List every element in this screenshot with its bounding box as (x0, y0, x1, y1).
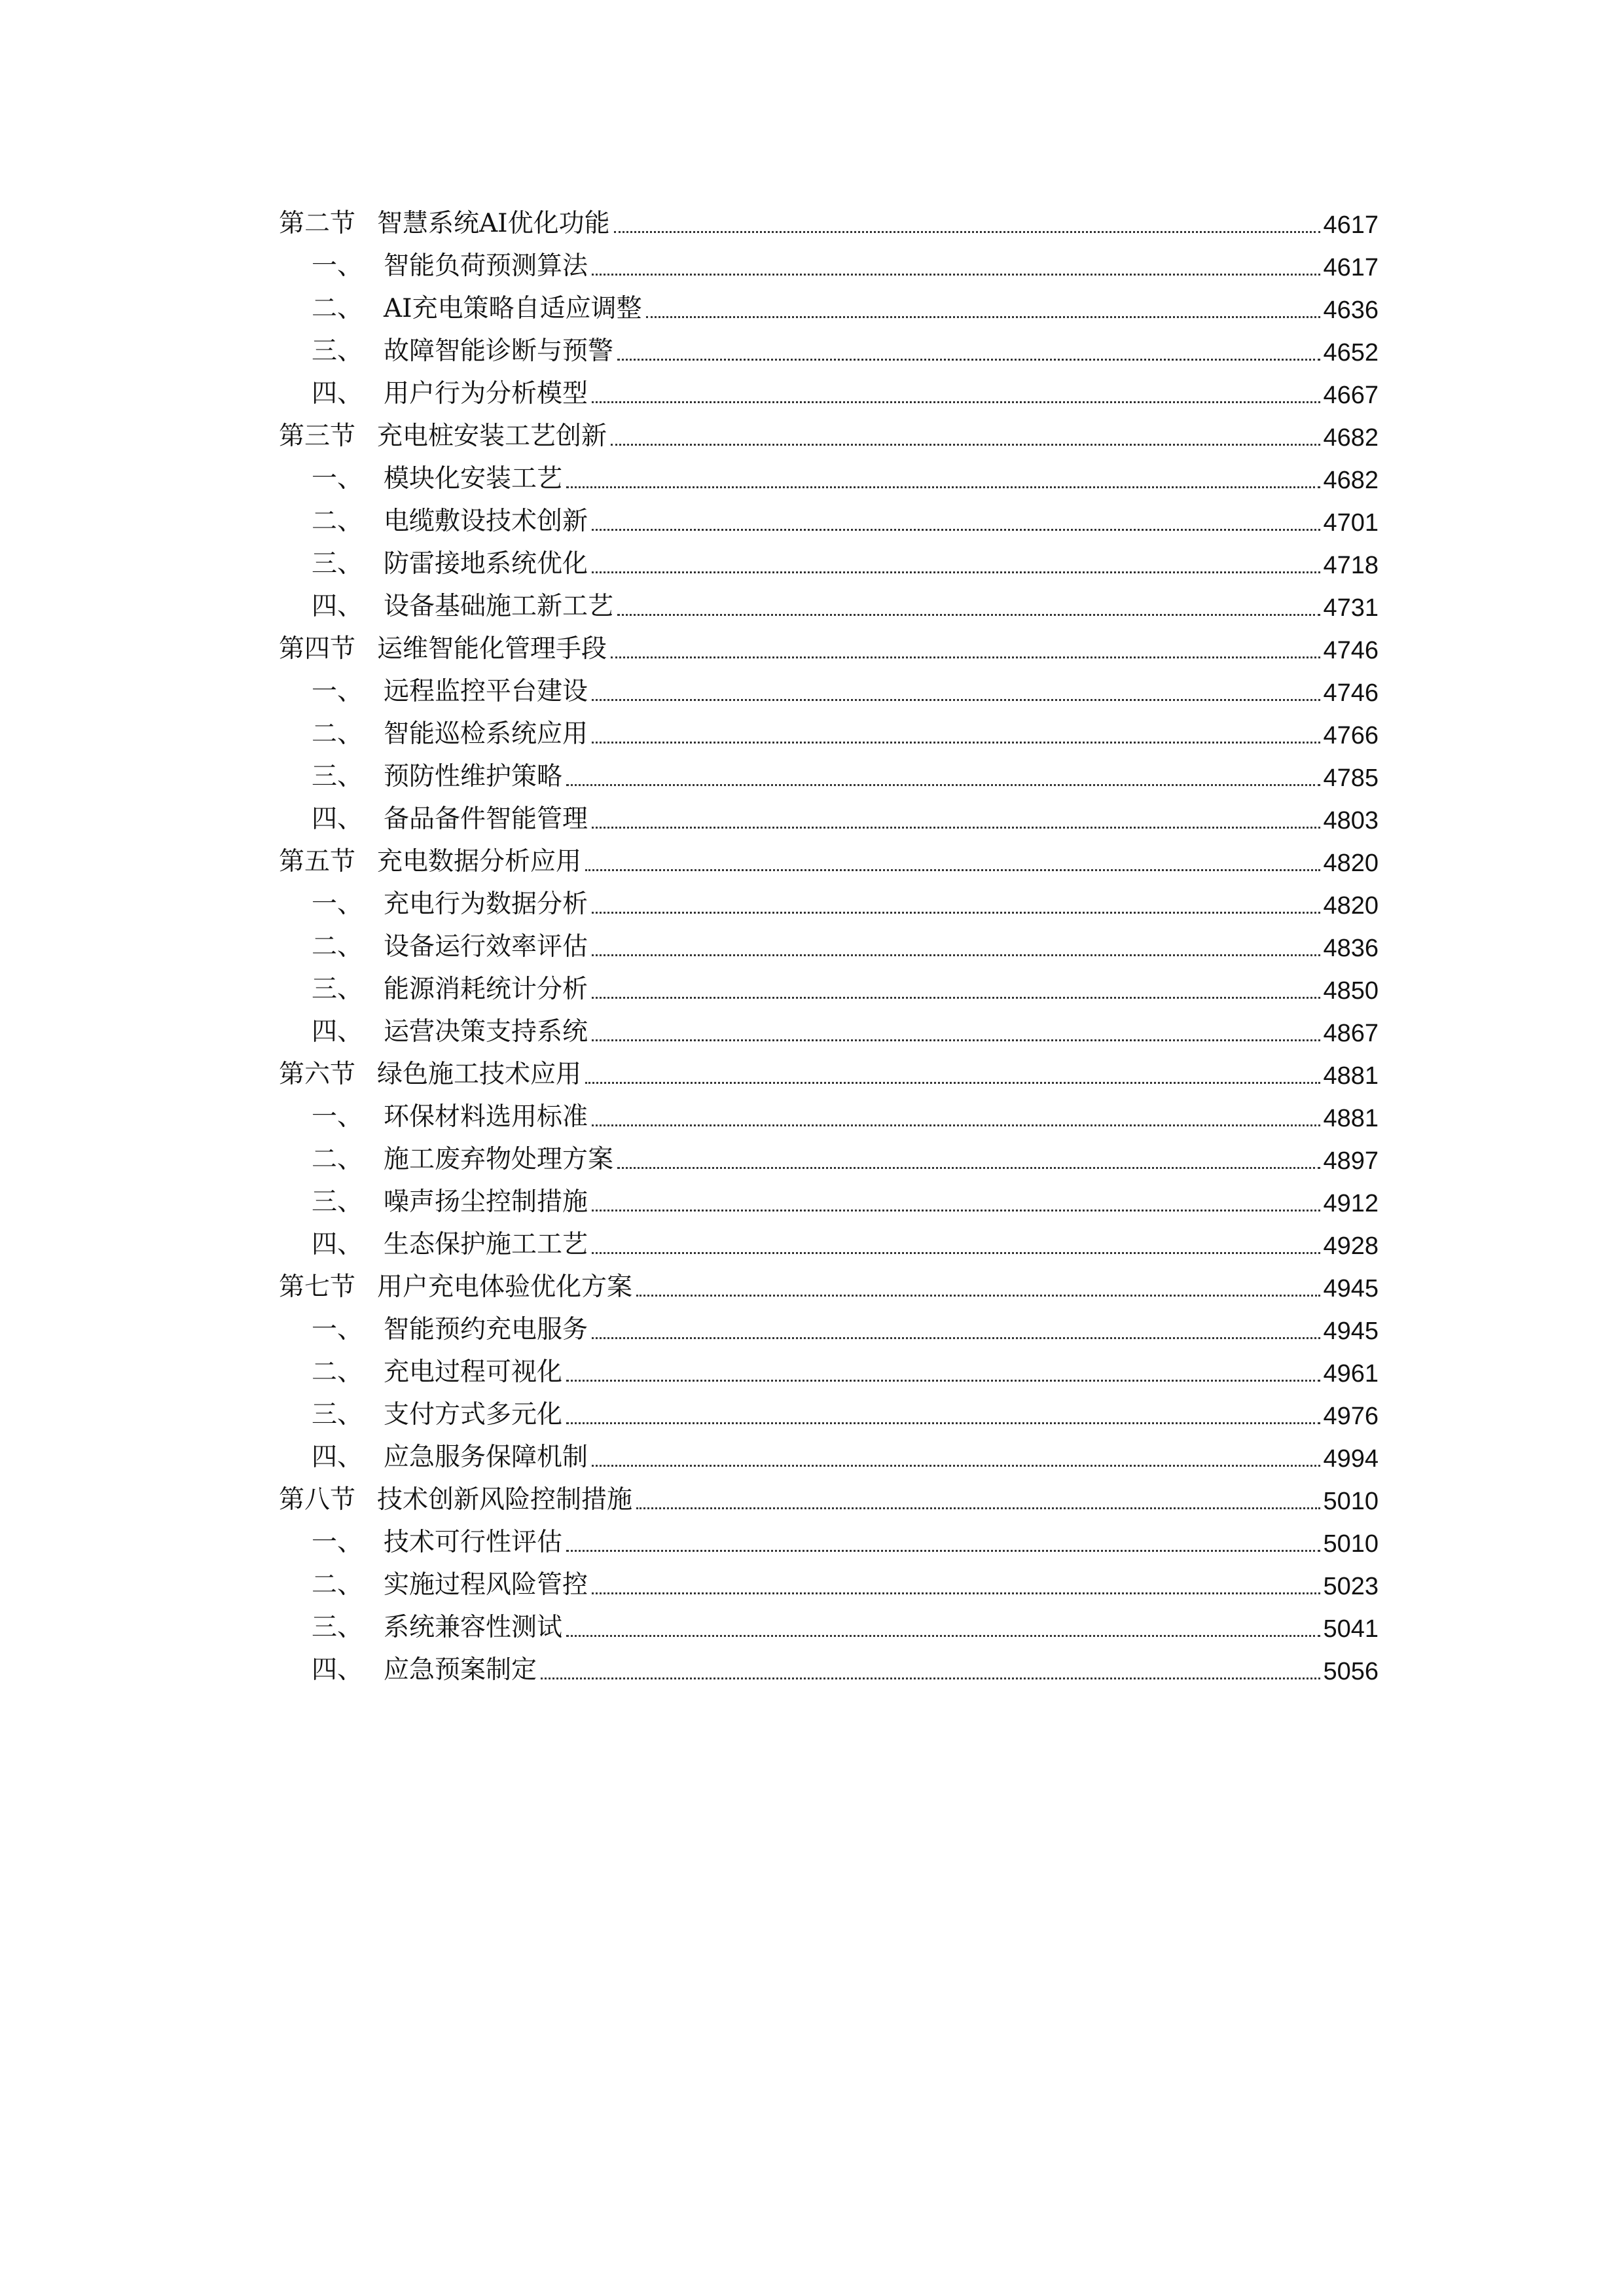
dot-leader (646, 316, 1321, 318)
dot-leader (592, 827, 1320, 829)
toc-entry-title: 智能预约充电服务 (384, 1315, 588, 1344)
toc-subsection-entry[interactable] (279, 282, 1379, 325)
toc-entry-number: 一、 (312, 677, 363, 706)
toc-section-entry[interactable] (279, 1261, 1379, 1303)
toc-entry-title: 充电数据分析应用 (377, 847, 582, 876)
toc-page-number: 4682 (1323, 467, 1379, 494)
dot-leader (592, 699, 1320, 701)
toc-entry-number: 四、 (312, 804, 363, 834)
toc-entry-number: 二、 (312, 1145, 363, 1174)
toc-page-number: 4746 (1323, 637, 1379, 664)
toc-page-number: 4820 (1323, 892, 1379, 920)
toc-entry-number: 一、 (312, 1102, 363, 1132)
toc-page-number: 4785 (1323, 764, 1379, 792)
toc-page-number: 5010 (1323, 1530, 1379, 1558)
toc-entry-number: 一、 (312, 889, 363, 919)
toc-entry-title: 应急服务保障机制 (384, 1443, 588, 1472)
toc-entry-number: 二、 (312, 294, 363, 323)
dot-leader (592, 1337, 1320, 1339)
toc-entry-number: 四、 (312, 1655, 363, 1685)
toc-page-number: 5010 (1323, 1488, 1379, 1515)
toc-section-entry[interactable] (279, 197, 1379, 240)
toc-page-number: 4928 (1323, 1232, 1379, 1260)
toc-entry-title: 充电桩安装工艺创新 (377, 422, 607, 451)
toc-subsection-entry[interactable] (279, 1090, 1379, 1133)
toc-section-entry[interactable] (279, 622, 1379, 665)
toc-page-number: 5056 (1323, 1658, 1379, 1685)
dot-leader (592, 1592, 1320, 1594)
toc-entry-title: 充电过程可视化 (384, 1357, 563, 1387)
toc-page-number: 4746 (1323, 679, 1379, 707)
toc-entry-number: 二、 (312, 1570, 363, 1600)
dot-leader (566, 1635, 1320, 1637)
toc-entry-title: 能源消耗统计分析 (384, 975, 588, 1004)
toc-entry-title: 支付方式多元化 (384, 1400, 563, 1429)
toc-entry-number: 三、 (312, 975, 363, 1004)
toc-entry-title: 环保材料选用标准 (384, 1102, 588, 1132)
toc-entry-title: 设备基础施工新工艺 (384, 592, 614, 621)
dot-leader (585, 1082, 1320, 1084)
toc-entry-title: 施工废弃物处理方案 (384, 1145, 614, 1174)
dot-leader (592, 1210, 1320, 1211)
toc-entry-title: 运营决策支持系统 (384, 1017, 588, 1047)
toc-subsection-entry[interactable] (279, 325, 1379, 367)
toc-entry-number: 一、 (312, 1315, 363, 1344)
toc-page-number: 4718 (1323, 552, 1379, 579)
toc-page-number: 4682 (1323, 424, 1379, 452)
toc-entry-number: 第六节 (279, 1060, 356, 1089)
dot-leader (592, 529, 1320, 531)
toc-entry-title: 智能负荷预测算法 (384, 251, 588, 281)
toc-section-entry[interactable] (279, 1048, 1379, 1090)
toc-section-entry[interactable] (279, 835, 1379, 878)
toc-page-number: 4617 (1323, 211, 1379, 239)
toc-entry-number: 四、 (312, 379, 363, 408)
toc-subsection-entry[interactable] (279, 537, 1379, 580)
toc-page-number: 4636 (1323, 296, 1379, 324)
dot-leader (592, 1465, 1320, 1467)
dot-leader (592, 1252, 1320, 1254)
toc-entry-number: 第五节 (279, 847, 356, 876)
toc-subsection-entry[interactable] (279, 920, 1379, 963)
toc-entry-title: 系统兼容性测试 (384, 1613, 563, 1642)
dot-leader (592, 1124, 1320, 1126)
toc-subsection-entry[interactable] (279, 878, 1379, 920)
toc-page-number: 4701 (1323, 509, 1379, 537)
toc-entry-number: 第三节 (279, 422, 356, 451)
toc-entry-title: 运维智能化管理手段 (377, 634, 607, 664)
toc-page-number: 5041 (1323, 1615, 1379, 1643)
toc-entry-title: 噪声扬尘控制措施 (384, 1187, 588, 1217)
dot-leader (585, 869, 1320, 871)
toc-entry-title: 模块化安装工艺 (384, 464, 563, 493)
toc-entry-number: 第二节 (279, 209, 356, 238)
toc-subsection-entry[interactable] (279, 495, 1379, 537)
dot-leader (566, 486, 1320, 488)
toc-section-entry[interactable] (279, 1473, 1379, 1516)
toc-entry-number: 第八节 (279, 1485, 356, 1515)
toc-entry-title: 设备运行效率评估 (384, 932, 588, 961)
toc-subsection-entry[interactable] (279, 1558, 1379, 1601)
dot-leader (566, 1422, 1320, 1424)
dot-leader (614, 231, 1321, 233)
toc-entry-title: 用户行为分析模型 (384, 379, 588, 408)
toc-subsection-entry[interactable] (279, 1005, 1379, 1048)
dot-leader (617, 614, 1320, 616)
toc-subsection-entry[interactable] (279, 452, 1379, 495)
toc-entry-number: 三、 (312, 1400, 363, 1429)
toc-entry-number: 二、 (312, 1357, 363, 1387)
toc-page-number: 4881 (1323, 1105, 1379, 1132)
toc-page-number: 4803 (1323, 807, 1379, 834)
toc-page-number: 4617 (1323, 254, 1379, 281)
toc-entry-title: 充电行为数据分析 (384, 889, 588, 919)
toc-subsection-entry[interactable] (279, 1175, 1379, 1218)
dot-leader (592, 997, 1320, 999)
toc-subsection-entry[interactable] (279, 1346, 1379, 1388)
toc-entry-number: 二、 (312, 507, 363, 536)
toc-entry-title: 用户充电体验优化方案 (377, 1272, 633, 1302)
toc-entry-number: 四、 (312, 1017, 363, 1047)
toc-entry-title: 远程监控平台建设 (384, 677, 588, 706)
toc-entry-title: 智能巡检系统应用 (384, 719, 588, 749)
toc-page-number: 4961 (1323, 1360, 1379, 1388)
toc-entry-title: 实施过程风险管控 (384, 1570, 588, 1600)
dot-leader (541, 1677, 1320, 1679)
toc-entry-number: 三、 (312, 336, 363, 366)
toc-subsection-entry[interactable] (279, 750, 1379, 793)
toc-entry-title: 故障智能诊断与预警 (384, 336, 614, 366)
toc-entry-title: 应急预案制定 (384, 1655, 537, 1685)
toc-subsection-entry[interactable] (279, 793, 1379, 835)
dot-leader (592, 274, 1320, 276)
toc-entry-number: 四、 (312, 1443, 363, 1472)
dot-leader (636, 1295, 1320, 1297)
toc-subsection-entry[interactable] (279, 1303, 1379, 1346)
toc-entry-number: 三、 (312, 1613, 363, 1642)
toc-page-number: 4836 (1323, 935, 1379, 962)
toc-entry-number: 第四节 (279, 634, 356, 664)
toc-entry-number: 三、 (312, 1187, 363, 1217)
toc-subsection-entry[interactable] (279, 1643, 1379, 1686)
toc-entry-number: 一、 (312, 1528, 363, 1557)
toc-entry-number: 四、 (312, 1230, 363, 1259)
toc-page-number: 4945 (1323, 1318, 1379, 1345)
toc-subsection-entry[interactable] (279, 665, 1379, 708)
toc-page-number: 4945 (1323, 1275, 1379, 1302)
toc-page-number: 4976 (1323, 1403, 1379, 1430)
toc-page-number: 4766 (1323, 722, 1379, 749)
dot-leader (592, 954, 1320, 956)
toc-page-number: 4912 (1323, 1190, 1379, 1217)
toc-page-number: 5023 (1323, 1573, 1379, 1600)
toc-entry-number: 一、 (312, 464, 363, 493)
toc-entry-title: 技术创新风险控制措施 (377, 1485, 633, 1515)
toc-entry-number: 三、 (312, 762, 363, 791)
dot-leader (617, 359, 1320, 361)
toc-subsection-entry[interactable] (279, 1218, 1379, 1261)
toc-entry-title: 技术可行性评估 (384, 1528, 563, 1557)
toc-subsection-entry[interactable] (279, 240, 1379, 282)
toc-entry-number: 四、 (312, 592, 363, 621)
dot-leader (592, 742, 1320, 744)
toc-subsection-entry[interactable] (279, 1431, 1379, 1473)
toc-entry-title: 预防性维护策略 (384, 762, 563, 791)
toc-subsection-entry[interactable] (279, 1133, 1379, 1175)
toc-subsection-entry[interactable] (279, 367, 1379, 410)
toc-page-number: 4867 (1323, 1020, 1379, 1047)
toc-page-number: 4652 (1323, 339, 1379, 367)
toc-subsection-entry[interactable] (279, 1388, 1379, 1431)
toc-entry-title: 防雷接地系统优化 (384, 549, 588, 579)
toc-subsection-entry[interactable] (279, 1516, 1379, 1558)
toc-page-number: 4820 (1323, 850, 1379, 877)
toc-subsection-entry[interactable] (279, 1601, 1379, 1643)
toc-entry-title: 备品备件智能管理 (384, 804, 588, 834)
toc-entry-title: 智慧系统AI优化功能 (377, 209, 610, 238)
dot-leader (592, 401, 1320, 403)
dot-leader (592, 912, 1320, 914)
toc-entry-title: 生态保护施工工艺 (384, 1230, 588, 1259)
toc-page-number: 4897 (1323, 1147, 1379, 1175)
toc-entry-title: 电缆敷设技术创新 (384, 507, 588, 536)
toc-entry-title: 绿色施工技术应用 (377, 1060, 582, 1089)
toc-subsection-entry[interactable] (279, 963, 1379, 1005)
toc-entry-title: AI充电策略自适应调整 (384, 294, 642, 323)
toc-entry-number: 二、 (312, 719, 363, 749)
dot-leader (611, 656, 1320, 658)
toc-page-number: 4850 (1323, 977, 1379, 1005)
toc-page-number: 4994 (1323, 1445, 1379, 1473)
dot-leader (611, 444, 1320, 446)
toc-entry-number: 一、 (312, 251, 363, 281)
toc-entry-number: 三、 (312, 549, 363, 579)
toc-subsection-entry[interactable] (279, 708, 1379, 750)
toc-page-number: 4881 (1323, 1062, 1379, 1090)
toc-entry-number: 第七节 (279, 1272, 356, 1302)
table-of-contents (279, 197, 1379, 1686)
dot-leader (592, 571, 1320, 573)
dot-leader (636, 1507, 1320, 1509)
dot-leader (566, 784, 1320, 786)
toc-entry-number: 二、 (312, 932, 363, 961)
toc-subsection-entry[interactable] (279, 580, 1379, 622)
dot-leader (566, 1380, 1320, 1382)
toc-page-number: 4667 (1323, 382, 1379, 409)
toc-page-number: 4731 (1323, 594, 1379, 622)
dot-leader (617, 1167, 1320, 1169)
toc-section-entry[interactable] (279, 410, 1379, 452)
dot-leader (566, 1550, 1320, 1552)
dot-leader (592, 1039, 1320, 1041)
